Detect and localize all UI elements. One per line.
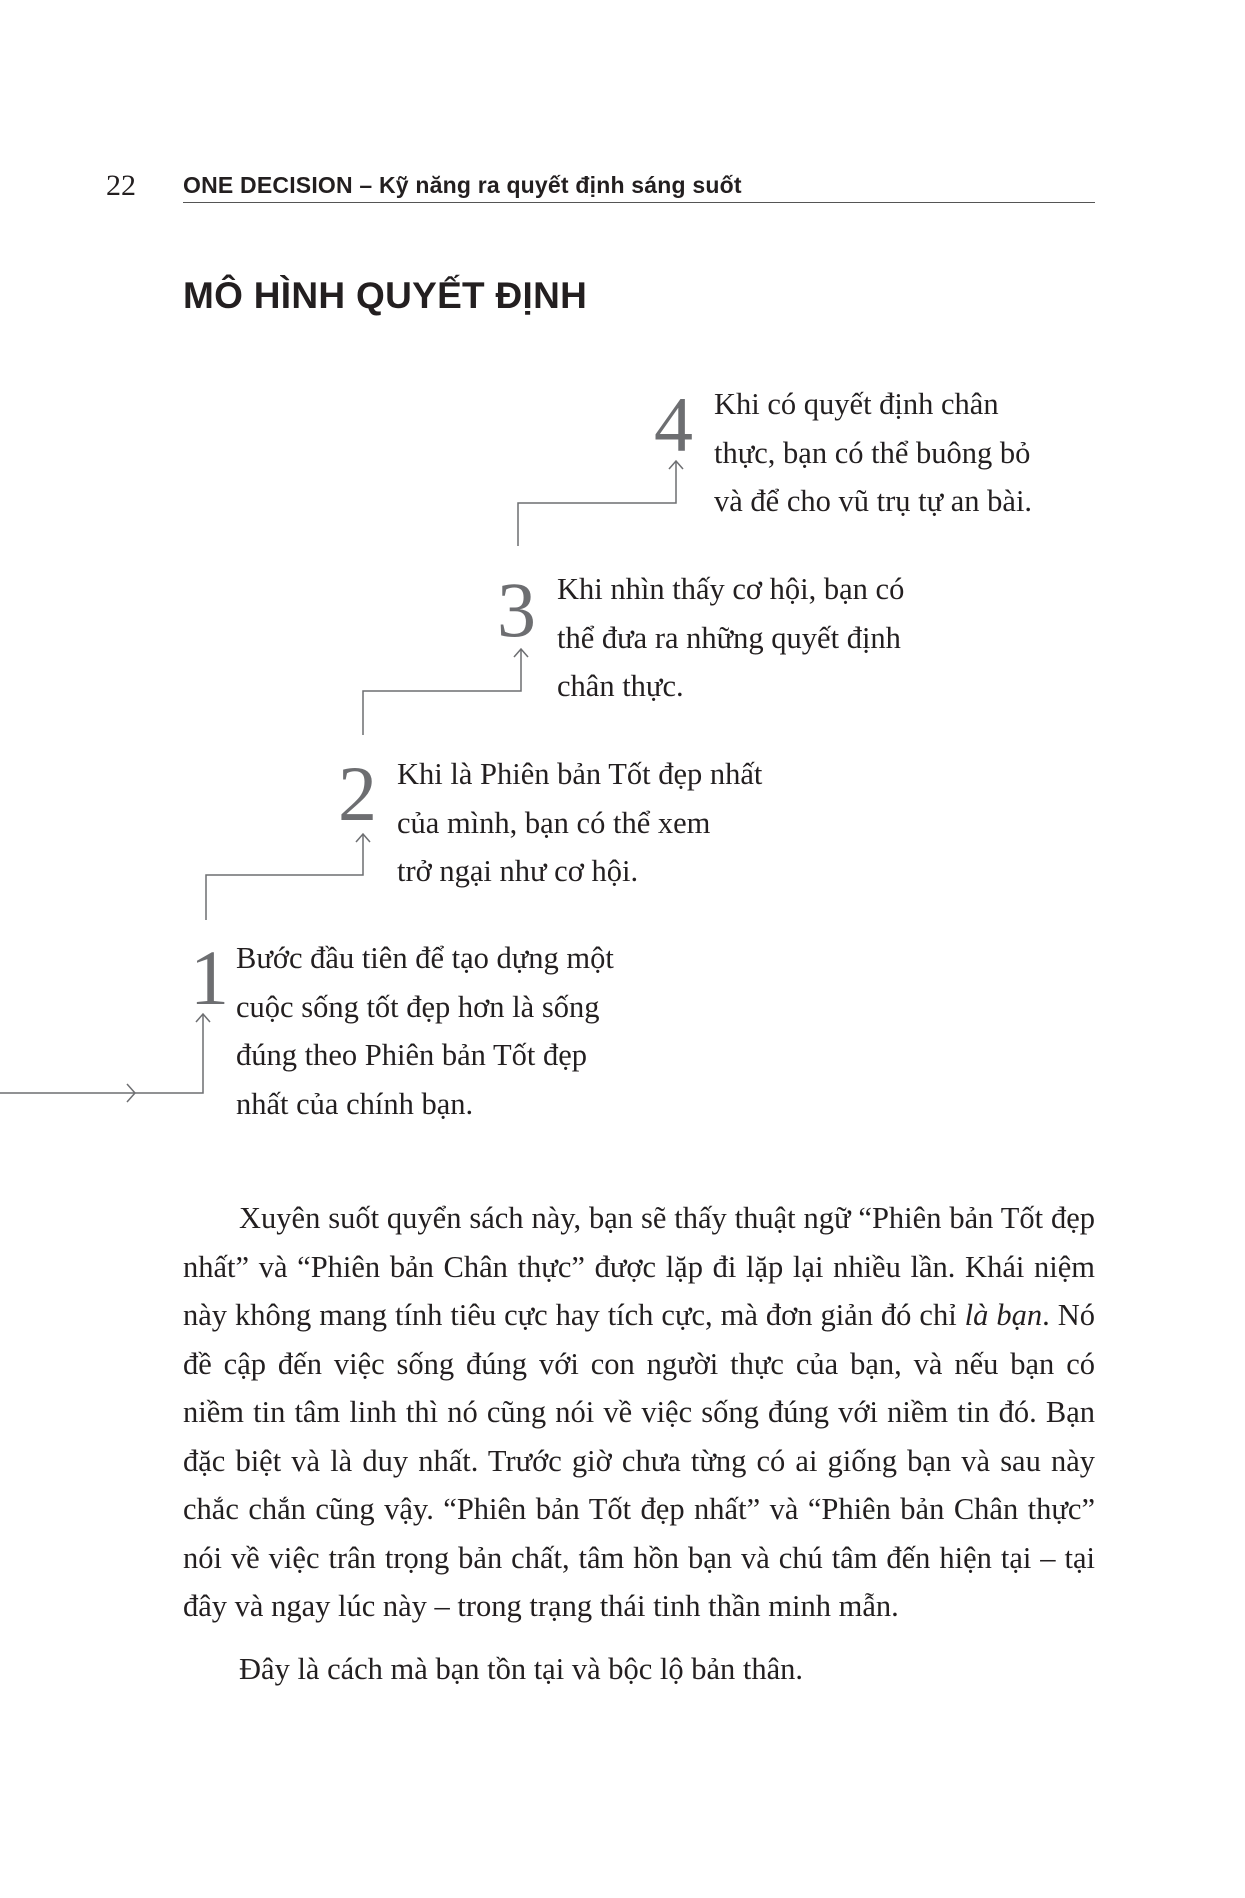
- section-title: MÔ HÌNH QUYẾT ĐỊNH: [183, 275, 588, 316]
- step-2-number: 2: [338, 750, 377, 837]
- step-1-line: Bước đầu tiên để tạo dựng một: [236, 941, 614, 975]
- body-paragraph: [183, 1194, 1095, 1631]
- step-1-line: nhất của chính bạn.: [236, 1086, 474, 1121]
- step-4-text: [714, 380, 1032, 526]
- step-1-text: [236, 934, 614, 1128]
- step-3-line: chân thực.: [557, 669, 684, 703]
- emphasis-text: là bạn: [964, 1298, 1043, 1332]
- paragraph-text: Xuyên suốt quyển sách này, bạn sẽ thấy thuật ngữ “Phiên bản Tốt đẹp nhất” và “Phiên bản Chân thực” được lặp đi lặp lại nhiều lần. Khái niệm này không mang tính tiêu cực hay tích cực, mà đơn giản đó chỉ: [183, 1201, 1095, 1332]
- step-3-connector: [363, 650, 521, 735]
- step-3-number: 3: [497, 566, 536, 653]
- step-1-line: đúng theo Phiên bản Tốt đẹp: [236, 1038, 587, 1072]
- step-4-connector: [518, 462, 676, 546]
- step-3-text: [557, 565, 904, 711]
- step-2-text: [397, 750, 762, 896]
- step-4-line: và để cho vũ trụ tự an bài.: [714, 484, 1033, 518]
- page-number: 22: [106, 169, 136, 202]
- step-4-line: Khi có quyết định chân: [714, 387, 999, 421]
- step-3-line: thể đưa ra những quyết định: [557, 620, 901, 655]
- paragraph-text: . Nó đề cập đến việc sống đúng với con người thực của bạn, và nếu bạn có niềm tin tâm linh thì nó cũng nói về việc sống đúng với niềm tin đó. Bạn đặc biệt và là duy nhất. Trước giờ chưa từng có ai giống bạn và sau này chắc chắn cũng vậy. “Phiên bản Tốt đẹp nhất” và “Phiên bản Chân thực” nói về việc trân trọng bản chất, tâm hồn bạn và chú tâm đến hiện tại – tại đây và ngay lúc này – trong trạng thái tinh thần minh mẫn.: [183, 1298, 1095, 1623]
- step-3-line: Khi nhìn thấy cơ hội, bạn có: [557, 572, 905, 606]
- step-2-line: Khi là Phiên bản Tốt đẹp nhất: [397, 757, 763, 791]
- step-2-line: trở ngại như cơ hội.: [397, 854, 639, 888]
- body-paragraph: Đây là cách mà bạn tồn tại và bộc lộ bản thân.: [239, 1651, 804, 1686]
- step-4-line: thực, bạn có thể buông bỏ: [714, 435, 1031, 470]
- step-1-line: cuộc sống tốt đẹp hơn là sống: [236, 989, 600, 1024]
- step-4-number: 4: [654, 381, 693, 468]
- step-1-connector: [0, 1015, 203, 1093]
- running-header: ONE DECISION – Kỹ năng ra quyết định sáng suốt: [183, 172, 742, 198]
- step-2-connector: [206, 835, 363, 920]
- step-2-line: của mình, bạn có thể xem: [397, 805, 711, 840]
- step-1-number: 1: [190, 934, 229, 1021]
- body-text: [183, 1194, 1095, 1693]
